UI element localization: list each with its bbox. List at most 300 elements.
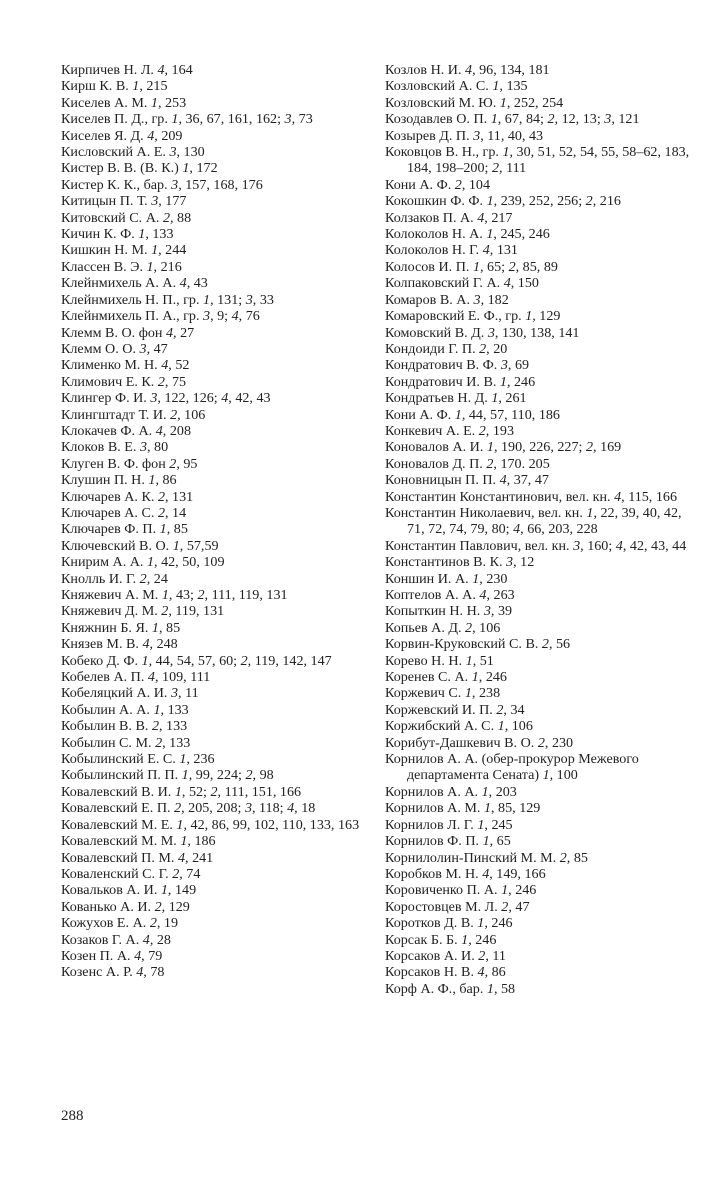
entry-pages: 133: [166, 718, 188, 735]
entry-name: Ковалевский М. М.: [61, 833, 177, 850]
entry-name: Клейнмихель Н. П., гр.: [61, 291, 200, 308]
entry-pages: 34: [510, 701, 525, 718]
entry-volume: 1: [525, 308, 533, 325]
entry-name: Кондратович В. Ф.: [385, 357, 498, 374]
entry-pages: 129: [168, 898, 190, 915]
entry-name: Коробков М. Н.: [385, 865, 479, 882]
entry-name: Константин Павлович, вел. кн.: [385, 537, 570, 554]
entry-name: Конкевич А. Е.: [385, 422, 476, 439]
index-entry: Кондратович В. Ф. 3, 69: [385, 357, 530, 374]
entry-name: Кони А. Ф.: [385, 406, 452, 423]
entry-volume: 4: [503, 275, 511, 292]
entry-pages: 98: [259, 767, 274, 784]
entry-pages: 190, 226, 227;: [501, 439, 583, 456]
entry-volume: 4: [513, 521, 521, 538]
entry-name: Козаков Г. А.: [61, 931, 140, 948]
entry-volume: 1: [138, 226, 146, 243]
entry-pages: 44, 54, 57, 60;: [155, 652, 238, 669]
entry-volume: 1: [501, 882, 509, 899]
index-entry: Коржевский И. П. 2, 34: [385, 701, 525, 718]
index-entry: Корсаков А. И. 2, 11: [385, 947, 506, 964]
index-column-left: [61, 62, 367, 981]
entry-pages: 244: [165, 242, 187, 259]
entry-pages: 182: [487, 291, 509, 308]
entry-volume: 1: [492, 78, 500, 95]
entry-volume: 2: [491, 160, 500, 177]
index-entry: Княжевич А. М. 1, 43; 2, 111, 119, 131: [61, 587, 288, 603]
entry-volume: 2: [157, 373, 165, 390]
entry-name: Корнилов А. А. (обер-прокурор Межевого департамента Сената): [385, 751, 639, 784]
entry-pages: 115, 166: [628, 488, 677, 505]
index-entry: Коновалов А. И. 1, 190, 226, 227; 2, 169: [385, 439, 622, 456]
index-entry: Клемм В. О. фон 4, 27: [61, 324, 195, 341]
index-entry: Конкевич А. Е. 2, 193: [385, 422, 514, 439]
entry-volume: 2: [161, 603, 169, 620]
index-entry: Ковалевский В. И. 1, 52; 2, 111, 151, 166: [61, 783, 302, 800]
entry-pages: 28: [156, 931, 171, 948]
entry-pages: 27: [180, 324, 195, 341]
entry-pages: 85, 89: [522, 258, 558, 275]
entry-pages: 43: [193, 275, 208, 292]
entry-name: Корсак Б. Б.: [385, 931, 458, 948]
entry-pages: 42, 43, 44: [629, 537, 687, 554]
index-entry: Ковалевский П. М. 4, 241: [61, 849, 214, 866]
index-entry: Комаровский Е. Ф., гр. 1, 129: [385, 308, 561, 325]
entry-pages: 119, 142, 147: [254, 652, 332, 669]
entry-pages: 217: [491, 209, 513, 226]
entry-name: Колоколов Н. А.: [385, 226, 483, 243]
index-entry: Колоколов Н. А. 1, 245, 246: [385, 226, 550, 243]
index-entry: Коновницын П. П. 4, 37, 47: [385, 472, 549, 489]
entry-name: Кобылинский Е. С.: [61, 751, 176, 768]
entry-volume: 1: [471, 669, 479, 686]
entry-pages: 111: [506, 160, 527, 177]
entry-pages: 246: [485, 669, 507, 686]
entry-pages: 209: [161, 127, 183, 144]
entry-name: Киселев Я. Д.: [61, 127, 144, 144]
entry-pages: 66, 203, 228: [527, 521, 598, 538]
entry-pages: 104: [468, 176, 491, 193]
entry-pages: 42, 43: [235, 390, 271, 407]
entry-volume: 3: [150, 390, 158, 407]
index-entry: Кондоиди Г. П. 2, 20: [385, 340, 508, 357]
entry-volume: 3: [500, 357, 508, 374]
entry-pages: 100: [556, 767, 578, 784]
index-entry: Кони А. Ф. 2, 104: [385, 176, 491, 193]
entry-name: Коновалов Д. П.: [385, 455, 483, 472]
entry-pages: 261: [505, 390, 527, 407]
entry-pages: 106: [511, 718, 533, 735]
entry-pages: 216: [599, 193, 621, 210]
entry-volume: 3: [473, 291, 481, 308]
index-entry: Клейнмихель Н. П., гр. 1, 131; 3, 33: [61, 291, 274, 308]
entry-pages: 203: [495, 783, 517, 800]
index-entry: Клейнмихель П. А., гр. 3, 9; 4, 76: [61, 308, 260, 325]
entry-name: Константин Николаевич, вел. кн.: [385, 504, 583, 521]
entry-volume: 4: [155, 422, 163, 439]
entry-pages: 253: [165, 94, 187, 111]
entry-volume: 2: [478, 947, 486, 964]
index-entry: Клименко М. Н. 4, 52: [61, 357, 190, 374]
index-entry: Корибут-Дашкевич В. О. 2, 230: [385, 734, 574, 751]
entry-name: Козен П. А.: [61, 947, 131, 964]
index-entry: Киселев Я. Д. 4, 209: [61, 127, 183, 144]
entry-pages: 33: [259, 291, 274, 308]
entry-volume: 1: [454, 406, 462, 423]
entry-volume: 2: [465, 619, 473, 636]
entry-name: Ковалевский В. И.: [61, 783, 172, 800]
index-entry: Кобеляцкий А. И. 3, 11: [61, 685, 199, 702]
entry-volume: 1: [153, 701, 161, 718]
index-entry: Кованько А. И. 2, 129: [61, 898, 190, 915]
entry-volume: 4: [179, 275, 187, 292]
entry-pages: 119, 131: [175, 603, 225, 620]
entry-name: Кобылинский П. П.: [61, 767, 179, 784]
index-entry: Комовский В. Д. 3, 130, 138, 141: [385, 324, 580, 341]
entry-volume: 1: [490, 111, 498, 128]
entry-pages: 122, 126;: [164, 390, 218, 407]
entry-name: Копыткин Н. Н.: [385, 603, 481, 620]
index-entry: Кожухов Е. А. 2, 19: [61, 915, 178, 932]
entry-name: Коростовцев М. Л.: [385, 898, 498, 915]
entry-volume: 2: [559, 849, 567, 866]
entry-volume: 3: [203, 308, 211, 325]
entry-pages: 111, 151, 166: [224, 783, 302, 800]
entry-volume: 1: [464, 685, 472, 702]
entry-pages: 208: [169, 422, 191, 439]
entry-volume: 1: [486, 193, 494, 210]
index-entry: Константин Николаевич, вел. кн. 1, 22, 39, 40, 42, 71, 72, 74, 79, 80; 4, 66, 203, 228: [385, 504, 682, 538]
index-entry: Корф А. Ф., бар. 1, 58: [385, 980, 516, 997]
entry-name: Книрим А. А.: [61, 554, 144, 571]
page-number: 288: [61, 1108, 84, 1124]
entry-volume: 3: [506, 554, 514, 571]
index-entry: Коробков М. Н. 4, 149, 166: [385, 865, 546, 882]
entry-pages: 239, 252, 256;: [500, 193, 583, 210]
entry-name: Ковалевский П. М.: [61, 849, 175, 866]
entry-volume: 3: [573, 537, 581, 554]
entry-pages: 75: [171, 373, 187, 390]
entry-volume: 1: [477, 816, 485, 833]
entry-pages: 85: [173, 521, 188, 538]
entry-volume: 4: [161, 357, 169, 374]
index-entry: Киселев П. Д., гр. 1, 36, 67, 161, 162; 3, 73: [61, 111, 313, 128]
entry-name: Коротков Д. В.: [385, 915, 474, 932]
entry-volume: 1: [481, 783, 489, 800]
entry-volume: 1: [461, 931, 469, 948]
index-entry: Колпаковский Г. А. 4, 150: [385, 275, 539, 292]
entry-pages: 238: [478, 685, 501, 702]
entry-volume: 3: [139, 340, 147, 357]
entry-volume: 4: [477, 209, 485, 226]
entry-name: Копьев А. Д.: [385, 619, 462, 636]
entry-volume: 2: [197, 587, 205, 603]
entry-name: Классен В. Э.: [61, 258, 143, 275]
entry-name: Коржевский И. П.: [385, 701, 493, 718]
entry-name: Козодавлев О. П.: [385, 111, 488, 128]
index-entry: Корево Н. Н. 1, 51: [385, 652, 494, 669]
entry-name: Козенс А. Р.: [61, 964, 133, 981]
index-entry: Коренев С. А. 1, 246: [385, 669, 507, 686]
entry-name: Комаровский Е. Ф., гр.: [385, 308, 522, 325]
entry-pages: 263: [493, 587, 515, 603]
entry-name: Ключарев Ф. П.: [61, 521, 157, 538]
entry-volume: 1: [181, 767, 189, 784]
entry-volume: 1: [148, 472, 156, 489]
entry-name: Козырев Д. П.: [385, 127, 470, 144]
entry-pages: 160;: [587, 537, 613, 554]
entry-volume: 2: [501, 898, 509, 915]
entry-volume: 1: [179, 751, 187, 768]
entry-volume: 2: [157, 504, 165, 521]
entry-name: Корево Н. Н.: [385, 652, 463, 669]
entry-name: Константин Константинович, вел. кн.: [385, 488, 611, 505]
entry-volume: 1: [472, 258, 480, 275]
index-entry: Коржибский А. С. 1, 106: [385, 718, 533, 735]
index-entry: Княжнин Б. Я. 1, 85: [61, 619, 181, 636]
entry-pages: 149: [174, 882, 197, 899]
entry-volume: 1: [502, 144, 510, 161]
entry-volume: 1: [159, 521, 167, 538]
index-entry: Кобелев А. П. 4, 109, 111: [61, 669, 211, 686]
index-entry: Кистер В. В. (В. К.) 1, 172: [61, 160, 218, 177]
entry-name: Кондратович И. В.: [385, 373, 497, 390]
entry-pages: 252, 254: [513, 94, 564, 111]
entry-name: Корнилов А. М.: [385, 800, 481, 817]
entry-volume: 2: [154, 898, 162, 915]
index-entry: Козырев Д. П. 3, 11, 40, 43: [385, 127, 544, 144]
entry-volume: 1: [151, 619, 159, 636]
entry-pages: 18: [301, 800, 316, 817]
index-entry: Колосов И. П. 1, 65; 2, 85, 89: [385, 258, 558, 275]
index-entry: Кобылинский Е. С. 1, 236: [61, 751, 215, 768]
entry-name: Клингер Ф. И.: [61, 390, 147, 407]
entry-name: Корсаков А. И.: [385, 947, 475, 964]
entry-pages: 170. 205: [500, 455, 550, 472]
index-entry: Коваленский С. Г. 2, 74: [61, 865, 201, 882]
entry-pages: 52;: [188, 783, 207, 800]
entry-volume: 2: [155, 734, 163, 751]
entry-name: Киселев П. Д., гр.: [61, 111, 168, 128]
entry-name: Кокошкин Ф. Ф.: [385, 193, 484, 210]
index-entry: Кистер К. К., бар. 3, 157, 168, 176: [61, 176, 263, 193]
entry-volume: 1: [472, 570, 480, 587]
index-entry: Коновалов Д. П. 2, 170. 205: [385, 455, 550, 472]
index-entry: Кобылинский П. П. 1, 99, 224; 2, 98: [61, 767, 274, 784]
entry-pages: 42, 50, 109: [161, 554, 225, 571]
entry-volume: 1: [542, 767, 550, 784]
entry-pages: 99, 224;: [195, 767, 242, 784]
entry-pages: 51: [479, 652, 494, 669]
index-entry: Климович Е. К. 2, 75: [61, 373, 187, 390]
entry-volume: 1: [176, 816, 184, 833]
entry-volume: 1: [146, 258, 154, 275]
entry-pages: 52: [175, 357, 190, 374]
entry-name: Кони А. Ф.: [385, 176, 452, 193]
entry-volume: 2: [210, 783, 218, 800]
index-entry: Кобеко Д. Ф. 1, 44, 54, 57, 60; 2, 119, 142, 147: [61, 652, 332, 669]
entry-pages: 11, 40, 43: [487, 127, 544, 144]
entry-pages: 193: [492, 422, 514, 439]
index-entry: Кичин К. Ф. 1, 133: [61, 226, 174, 243]
entry-name: Коновалов А. И.: [385, 439, 484, 456]
index-entry: Корвин-Круковский С. В. 2, 56: [385, 636, 571, 653]
entry-pages: 129: [539, 308, 561, 325]
entry-name: Корибут-Дашкевич В. О.: [385, 734, 535, 751]
index-entry: Коншин И. А. 1, 230: [385, 570, 508, 587]
entry-pages: 248: [156, 636, 178, 653]
entry-name: Кожухов Е. А.: [61, 915, 147, 932]
entry-volume: 3: [473, 127, 481, 144]
entry-pages: 149, 166: [496, 865, 546, 882]
entry-pages: 20: [493, 340, 508, 357]
entry-pages: 65: [496, 833, 511, 850]
entry-pages: 57,59: [186, 537, 219, 554]
entry-volume: 2: [157, 488, 165, 505]
entry-volume: 1: [483, 800, 491, 817]
entry-volume: 2: [454, 176, 462, 193]
index-entry: Корнилов Ф. П. 1, 65: [385, 833, 511, 850]
entry-volume: 2: [547, 111, 555, 128]
entry-pages: 118;: [259, 800, 284, 817]
index-entry: Ключарев А. К. 2, 131: [61, 488, 194, 505]
entry-name: Козловский М. Ю.: [385, 94, 497, 111]
entry-volume: 2: [537, 734, 545, 751]
entry-pages: 172: [196, 160, 218, 177]
entry-volume: 2: [541, 636, 549, 653]
entry-volume: 2: [245, 767, 253, 784]
index-entry: Клоков В. Е. 3, 80: [61, 439, 169, 456]
entry-name: Клуген В. Ф. фон: [61, 455, 166, 472]
entry-volume: 4: [221, 390, 229, 407]
entry-name: Колзаков П. А.: [385, 209, 474, 226]
entry-name: Корвин-Круковский С. В.: [385, 636, 539, 653]
entry-name: Комаров В. А.: [385, 291, 470, 308]
index-entry: Коржевич С. 1, 238: [385, 685, 501, 702]
index-entry: Колзаков П. А. 4, 217: [385, 209, 513, 226]
entry-volume: 3: [151, 193, 159, 210]
entry-pages: 14: [172, 504, 187, 521]
entry-pages: 56: [556, 636, 571, 653]
entry-name: Козловский А. С.: [385, 78, 489, 95]
entry-pages: 65;: [487, 258, 506, 275]
entry-volume: 4: [165, 324, 174, 341]
entry-volume: 1: [174, 783, 182, 800]
entry-name: Ключарев А. С.: [61, 504, 155, 521]
entry-name: Коржевич С.: [385, 685, 462, 702]
entry-name: Кобеко Д. Ф.: [61, 652, 139, 669]
entry-name: Коренев С. А.: [385, 669, 469, 686]
entry-volume: 1: [586, 504, 594, 521]
entry-pages: 85: [166, 619, 181, 636]
index-entry: Козен П. А. 4, 79: [61, 947, 163, 964]
index-entry: Корсаков Н. В. 4, 86: [385, 964, 506, 981]
entry-name: Кистер В. В. (В. К.): [61, 160, 179, 177]
entry-name: Клименко М. Н.: [61, 357, 158, 374]
entry-volume: 1: [172, 537, 180, 554]
index-entry: Копьев А. Д. 2, 106: [385, 619, 501, 636]
entry-volume: 3: [284, 111, 292, 128]
entry-volume: 3: [171, 176, 179, 193]
index-entry: Княжевич Д. М. 2, 119, 131: [61, 603, 225, 620]
index-entry: Коковцов В. Н., гр. 1, 30, 51, 52, 54, 55, 58–62, 183, 184, 198–200; 2, 111: [385, 144, 690, 177]
entry-volume: 2: [162, 209, 170, 226]
index-entry: Кисловский А. Е. 3, 130: [61, 144, 205, 161]
entry-name: Китицын П. Т.: [61, 193, 148, 210]
entry-pages: 47: [515, 898, 530, 915]
entry-name: Кисловский А. Е.: [61, 144, 166, 161]
entry-pages: 245, 246: [500, 226, 550, 243]
entry-pages: 131: [496, 242, 518, 259]
entry-volume: 3: [604, 111, 612, 128]
entry-pages: 131;: [217, 291, 243, 308]
entry-pages: 241: [192, 849, 214, 866]
entry-volume: 3: [139, 439, 147, 456]
entry-volume: 2: [585, 193, 593, 210]
index-entry: Кокошкин Ф. Ф. 1, 239, 252, 256; 2, 216: [385, 193, 621, 210]
entry-name: Кирпичев Н. Л.: [61, 62, 154, 78]
entry-volume: 4: [157, 62, 165, 78]
entry-pages: 85, 129: [498, 800, 541, 817]
entry-volume: 2: [478, 422, 486, 439]
entry-pages: 42, 86, 99, 102, 110, 133, 163: [190, 816, 360, 833]
entry-pages: 121: [618, 111, 640, 128]
entry-volume: 4: [615, 537, 623, 554]
entry-name: Коншин И. А.: [385, 570, 469, 587]
entry-pages: 85: [573, 849, 588, 866]
entry-name: Коровиченко П. А.: [385, 882, 498, 899]
entry-volume: 1: [486, 980, 494, 997]
index-entry: Корсак Б. Б. 1, 246: [385, 931, 497, 948]
entry-pages: 109, 111: [162, 669, 211, 686]
entry-pages: 73: [298, 111, 313, 128]
entry-name: Кондратьев Н. Д.: [385, 390, 488, 407]
entry-name: Корф А. Ф., бар.: [385, 980, 484, 997]
index-entry: Кирш К. В. 1, 215: [61, 78, 168, 95]
index-entry: Константинов В. К. 3, 12: [385, 554, 535, 571]
entry-pages: 246: [515, 882, 537, 899]
entry-volume: 1: [151, 242, 159, 259]
index-entry: Кондратович И. В. 1, 246: [385, 373, 536, 390]
entry-name: Клемм О. О.: [61, 340, 136, 357]
entry-name: Колпаковский Г. А.: [385, 275, 501, 292]
entry-name: Корнилолин-Пинский М. М.: [385, 849, 557, 866]
entry-name: Кобелев А. П.: [61, 669, 145, 686]
entry-pages: 30, 51, 52, 54, 55, 58–62, 183, 184, 198–200;: [407, 144, 690, 177]
index-entry: Колоколов Н. Г. 4, 131: [385, 242, 518, 259]
entry-pages: 12, 13;: [561, 111, 601, 128]
entry-name: Кобылин С. М.: [61, 734, 152, 751]
entry-volume: 2: [240, 652, 248, 669]
index-entry: Китовский С. А. 2, 88: [61, 209, 192, 226]
entry-volume: 1: [465, 652, 473, 669]
index-entry: Корнилов А. М. 1, 85, 129: [385, 800, 541, 817]
entry-pages: 86: [491, 964, 506, 981]
entry-volume: 1: [486, 226, 494, 243]
index-entry: Кобылин В. В. 2, 133: [61, 718, 188, 735]
index-entry: Козловский М. Ю. 1, 252, 254: [385, 94, 564, 111]
entry-pages: 58: [501, 980, 516, 997]
entry-pages: 246: [491, 915, 513, 932]
index-entry: Клокачев Ф. А. 4, 208: [61, 422, 191, 439]
entry-pages: 246: [514, 373, 536, 390]
index-entry: Коровиченко П. А. 1, 246: [385, 882, 537, 899]
entry-name: Корсаков Н. В.: [385, 964, 474, 981]
entry-name: Клингштадт Т. И.: [61, 406, 167, 423]
entry-volume: 1: [132, 78, 140, 95]
entry-name: Константинов В. К.: [385, 554, 503, 571]
entry-name: Комовский В. Д.: [385, 324, 485, 341]
